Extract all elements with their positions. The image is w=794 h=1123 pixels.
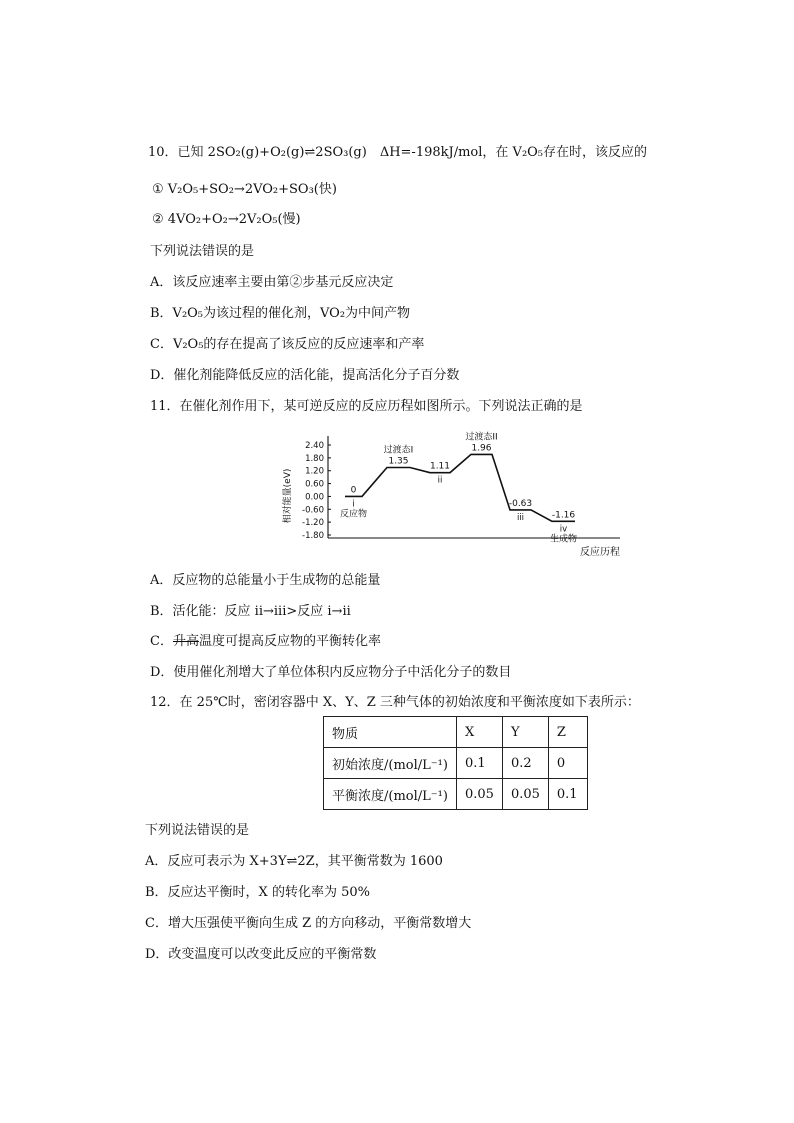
struck-word: 升高 <box>172 634 199 649</box>
y-tick-label: -1.20 <box>302 518 324 529</box>
state-roman-label: iv <box>559 524 568 535</box>
table-header-cell: Z <box>548 717 587 748</box>
state-roman-label: i <box>352 499 355 510</box>
question-10-option-d: D．催化剂能降低反应的活化能，提高活化分子百分数 <box>150 368 460 383</box>
y-tick-label: 1.20 <box>305 466 324 477</box>
table-header-cell: Y <box>502 717 548 748</box>
state-value-label: 1.11 <box>429 461 451 472</box>
y-tick-label: 0.60 <box>305 479 324 490</box>
question-10-step-2: ② 4VO₂+O₂→2V₂O₅(慢) <box>152 212 301 227</box>
question-10-prompt: 下列说法错误的是 <box>150 244 255 259</box>
state-name-label: 过渡态II <box>465 432 498 443</box>
table-cell: 0 <box>548 748 587 779</box>
table-cell: 0.05 <box>502 779 548 810</box>
state-roman-label: ii <box>437 475 443 486</box>
table-cell: 初始浓度/(mol/L⁻¹) <box>324 748 457 779</box>
chart-y-axis-label: 相对能量(eV) <box>283 468 293 524</box>
y-tick-label: -1.80 <box>302 531 324 541</box>
state-value-label: 1.35 <box>388 456 409 467</box>
question-10-stem: 10．已知 2SO₂(g)+O₂(g)⇌2SO₃(g) ΔH=-198kJ/mol，在 V₂O₅存在时，该反应的 <box>148 145 648 160</box>
table-cell: 0.1 <box>548 779 587 810</box>
state-value-label: 1.96 <box>471 443 492 454</box>
table-cell: 0.05 <box>457 779 503 810</box>
question-11-stem: 11．在催化剂作用下，某可逆反应的反应历程如图所示。下列说法正确的是 <box>150 399 583 414</box>
question-12-prompt: 下列说法错误的是 <box>145 823 250 838</box>
concentration-table <box>323 716 588 810</box>
question-12-option-a: A．反应可表示为 X+3Y⇌2Z，其平衡常数为 1600 <box>145 854 443 869</box>
table-row <box>324 779 588 810</box>
question-12-option-b: B．反应达平衡时，X 的转化率为 50% <box>145 885 370 900</box>
table-header-row <box>324 717 588 748</box>
question-11-option-d: D．使用催化剂增大了单位体积内反应物分子中活化分子的数目 <box>150 665 512 680</box>
chart-x-axis-label: 反应历程 <box>580 547 620 558</box>
y-tick-label: 1.80 <box>305 453 324 464</box>
chart-y-ticks <box>302 441 331 541</box>
y-tick-label: 2.40 <box>305 441 324 451</box>
y-tick-label: 0.00 <box>305 492 324 503</box>
chart-state-labels <box>340 430 577 544</box>
energy-profile-chart <box>270 428 630 563</box>
table-cell: 0.2 <box>502 748 548 779</box>
question-11-option-b: B．活化能：反应 ii→iii>反应 i→ii <box>150 604 351 619</box>
option-c-rest: 温度可提高反应物的平衡转化率 <box>198 634 381 649</box>
state-name-label: 过渡态I <box>383 445 414 456</box>
question-11-option-a: A．反应物的总能量小于生成物的总能量 <box>150 573 381 588</box>
table-cell: 0.1 <box>457 748 503 779</box>
state-name-label: 生成物 <box>549 534 578 545</box>
question-10-option-c: C．V₂O₅的存在提高了该反应的反应速率和产率 <box>150 337 425 352</box>
y-tick-label: -0.60 <box>302 505 324 516</box>
state-value-label: 0 <box>350 485 357 496</box>
option-c-prefix: C． <box>150 634 173 649</box>
state-value-label: -1.16 <box>551 510 576 521</box>
table-header-cell: 物质 <box>324 717 457 748</box>
state-name-label: 反应物 <box>339 509 368 520</box>
table-cell: 平衡浓度/(mol/L⁻¹) <box>324 779 457 810</box>
state-roman-label: iii <box>516 512 525 523</box>
question-11-option-c <box>150 633 381 651</box>
question-10-option-b: B．V₂O₅为该过程的催化剂，VO₂为中间产物 <box>150 306 411 321</box>
table-row <box>324 748 588 779</box>
question-12-option-d: D．改变温度可以改变此反应的平衡常数 <box>145 947 377 962</box>
chart-energy-path <box>345 454 575 521</box>
question-10-option-a: A．该反应速率主要由第②步基元反应决定 <box>150 275 394 290</box>
question-12-stem: 12．在 25℃时，密闭容器中 X、Y、Z 三种气体的初始浓度和平衡浓度如下表所示： <box>150 695 640 710</box>
energy-path-line <box>345 454 575 521</box>
state-value-label: -0.63 <box>508 498 533 509</box>
question-10-step-1: ① V₂O₅+SO₂→2VO₂+SO₃(快) <box>152 182 337 197</box>
table-header-cell: X <box>457 717 503 748</box>
question-12-option-c: C．增大压强使平衡向生成 Z 的方向移动，平衡常数增大 <box>145 916 472 931</box>
